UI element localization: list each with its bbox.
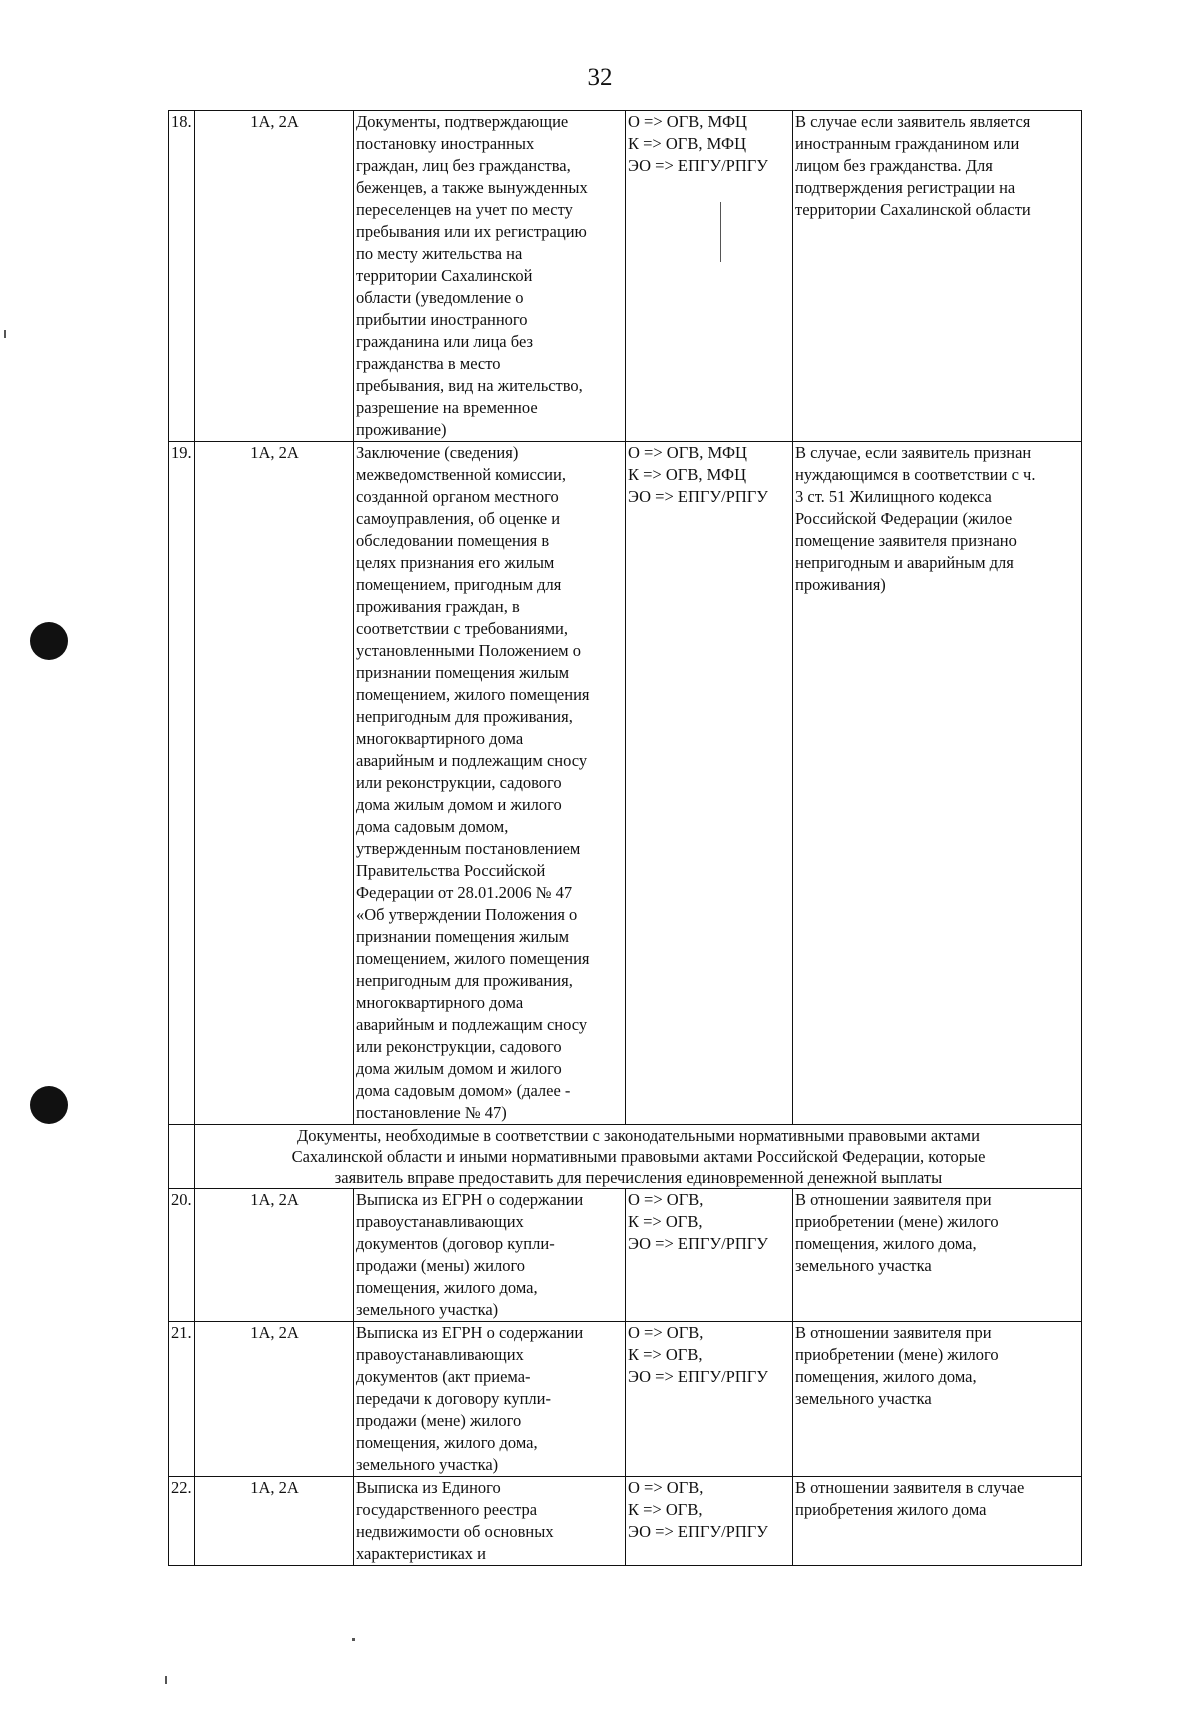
- document-line: Заключение (сведения): [356, 443, 519, 462]
- submission-route: [626, 1189, 793, 1322]
- table-row: [169, 1322, 1082, 1477]
- note-line: территории Сахалинской области: [795, 200, 1031, 219]
- document-line: граждан, лиц без гражданства,: [356, 156, 571, 175]
- document-line: пребывания или их регистрацию: [356, 222, 587, 241]
- document-description: [354, 442, 626, 1125]
- document-line: соответствии с требованиями,: [356, 619, 568, 638]
- table-row: [169, 442, 1082, 1125]
- document-line: документов (договор купли-: [356, 1234, 555, 1253]
- document-line: самоуправления, об оценке и: [356, 509, 561, 528]
- document-line: гражданства в место: [356, 354, 501, 373]
- document-line: целях признания его жилым: [356, 553, 555, 572]
- route-line: ЭО => ЕПГУ/РПГУ: [628, 487, 768, 506]
- note-line: непригодным и аварийным для: [795, 553, 1014, 572]
- route-line: ЭО => ЕПГУ/РПГУ: [628, 1367, 768, 1386]
- row-number: 22.: [169, 1477, 195, 1566]
- scan-speck: [352, 1638, 355, 1641]
- note-line: земельного участка: [795, 1256, 932, 1275]
- document-line: недвижимости об основных: [356, 1522, 554, 1541]
- note-line: подтверждения регистрации на: [795, 178, 1016, 197]
- document-line: Правительства Российской: [356, 861, 546, 880]
- note: [793, 1477, 1082, 1566]
- document-line: земельного участка): [356, 1300, 499, 1319]
- route-line: О => ОГВ,: [628, 1190, 704, 1209]
- note: [793, 442, 1082, 1125]
- applicant-category: 1А, 2А: [195, 1477, 354, 1566]
- document-description: [354, 111, 626, 442]
- note-line: В случае если заявитель является: [795, 112, 1031, 131]
- note-line: В случае, если заявитель признан: [795, 443, 1032, 462]
- document-line: постановление № 47): [356, 1103, 507, 1122]
- document-line: области (уведомление о: [356, 288, 524, 307]
- document-description: [354, 1189, 626, 1322]
- binder-hole: [30, 1086, 68, 1124]
- document-line: Выписка из ЕГРН о содержании: [356, 1323, 584, 1342]
- route-line: ЭО => ЕПГУ/РПГУ: [628, 1522, 768, 1541]
- document-line: продажи (мене) жилого: [356, 1411, 522, 1430]
- note-line: иностранным гражданином или: [795, 134, 1020, 153]
- document-line: многоквартирного дома: [356, 729, 524, 748]
- note-line: В отношении заявителя при: [795, 1323, 992, 1342]
- document-line: признании помещения жилым: [356, 663, 570, 682]
- document-line: пребывания, вид на жительство,: [356, 376, 583, 395]
- document-line: помещением, пригодным для: [356, 575, 562, 594]
- row-number: 21.: [169, 1322, 195, 1477]
- row-number: 19.: [169, 442, 195, 1125]
- document-line: Выписка из Единого: [356, 1478, 501, 1497]
- applicant-category: 1А, 2А: [195, 442, 354, 1125]
- document-line: проживания граждан, в: [356, 597, 520, 616]
- route-line: К => ОГВ,: [628, 1500, 703, 1519]
- note-line: В отношении заявителя в случае: [795, 1478, 1025, 1497]
- document-line: Федерации от 28.01.2006 № 47: [356, 883, 573, 902]
- document-line: беженцев, а также вынужденных: [356, 178, 588, 197]
- document-line: по месту жительства на: [356, 244, 523, 263]
- document-line: прибытии иностранного: [356, 310, 528, 329]
- note-line: приобретения жилого дома: [795, 1500, 987, 1519]
- document-line: помещением, жилого помещения: [356, 949, 590, 968]
- route-line: К => ОГВ,: [628, 1345, 703, 1364]
- document-line: дома жилым домом и жилого: [356, 1059, 562, 1078]
- applicant-category: 1А, 2А: [195, 111, 354, 442]
- document-line: непригодным для проживания,: [356, 971, 573, 990]
- document-line: земельного участка): [356, 1455, 499, 1474]
- note-line: помещения, жилого дома,: [795, 1234, 977, 1253]
- scan-speck: [165, 1676, 167, 1684]
- document-line: Выписка из ЕГРН о содержании: [356, 1190, 584, 1209]
- document-line: дома садовым домом» (далее -: [356, 1081, 571, 1100]
- document-description: [354, 1477, 626, 1566]
- document-line: помещения, жилого дома,: [356, 1433, 538, 1452]
- document-line: или реконструкции, садового: [356, 773, 562, 792]
- note-line: проживания): [795, 575, 886, 594]
- table-body-bottom: [169, 1189, 1082, 1566]
- document-line: признании помещения жилым: [356, 927, 570, 946]
- document-description: [354, 1322, 626, 1477]
- route-line: О => ОГВ, МФЦ: [628, 112, 747, 131]
- document-line: правоустанавливающих: [356, 1212, 524, 1231]
- note-line: лицом без гражданства. Для: [795, 156, 993, 175]
- note-line: В отношении заявителя при: [795, 1190, 992, 1209]
- note-line: приобретении (мене) жилого: [795, 1345, 999, 1364]
- applicant-category: 1А, 2А: [195, 1322, 354, 1477]
- document-line: документов (акт приема-: [356, 1367, 531, 1386]
- submission-route: [626, 1322, 793, 1477]
- note-line: 3 ст. 51 Жилищного кодекса: [795, 487, 992, 506]
- document-line: Документы, подтверждающие: [356, 112, 569, 131]
- table-body-top: [169, 111, 1082, 1125]
- row-number: 18.: [169, 111, 195, 442]
- document-line: помещения, жилого дома,: [356, 1278, 538, 1297]
- document-line: проживание): [356, 420, 447, 439]
- note-line: приобретении (мене) жилого: [795, 1212, 999, 1231]
- note-line: земельного участка: [795, 1389, 932, 1408]
- route-line: ЭО => ЕПГУ/РПГУ: [628, 156, 768, 175]
- document-line: «Об утверждении Положения о: [356, 905, 578, 924]
- table-row: [169, 111, 1082, 442]
- route-line: К => ОГВ, МФЦ: [628, 465, 746, 484]
- document-line: аварийным и подлежащим сносу: [356, 751, 588, 770]
- table-row: [169, 1189, 1082, 1322]
- binder-hole: [30, 622, 68, 660]
- section-heading: [195, 1125, 1082, 1189]
- section-heading-row: [169, 1125, 1082, 1189]
- note-line: нуждающимся в соответствии с ч.: [795, 465, 1036, 484]
- submission-route: [626, 111, 793, 442]
- route-line: О => ОГВ,: [628, 1323, 704, 1342]
- note-line: помещения, жилого дома,: [795, 1367, 977, 1386]
- route-line: ЭО => ЕПГУ/РПГУ: [628, 1234, 768, 1253]
- document-line: продажи (мены) жилого: [356, 1256, 526, 1275]
- note-line: Российской Федерации (жилое: [795, 509, 1013, 528]
- route-line: О => ОГВ, МФЦ: [628, 443, 747, 462]
- document-line: межведомственной комиссии,: [356, 465, 566, 484]
- scan-speck: [4, 330, 6, 338]
- document-line: аварийным и подлежащим сносу: [356, 1015, 588, 1034]
- scan-speck: [720, 202, 721, 262]
- route-line: К => ОГВ,: [628, 1212, 703, 1231]
- document-line: постановку иностранных: [356, 134, 535, 153]
- note: [793, 111, 1082, 442]
- section-heading-line: Документы, необходимые в соответствии с законодательными нормативными правовыми актами: [297, 1126, 980, 1145]
- document-line: непригодным для проживания,: [356, 707, 573, 726]
- submission-route: [626, 442, 793, 1125]
- document-line: дома садовым домом,: [356, 817, 509, 836]
- document-line: передачи к договору купли-: [356, 1389, 551, 1408]
- document-line: переселенцев на учет по месту: [356, 200, 573, 219]
- document-line: многоквартирного дома: [356, 993, 524, 1012]
- document-line: правоустанавливающих: [356, 1345, 524, 1364]
- document-line: гражданина или лица без: [356, 332, 533, 351]
- note: [793, 1322, 1082, 1477]
- note-line: помещение заявителя признано: [795, 531, 1017, 550]
- route-line: О => ОГВ,: [628, 1478, 704, 1497]
- section-heading-line: Сахалинской области и иными нормативными правовыми актами Российской Федерации, которые: [291, 1147, 986, 1166]
- note: [793, 1189, 1082, 1322]
- document-line: территории Сахалинской: [356, 266, 533, 285]
- route-line: К => ОГВ, МФЦ: [628, 134, 746, 153]
- document-line: разрешение на временное: [356, 398, 538, 417]
- section-heading-body: [169, 1125, 1082, 1189]
- document-line: или реконструкции, садового: [356, 1037, 562, 1056]
- document-line: обследовании помещения в: [356, 531, 550, 550]
- documents-table: [168, 110, 1082, 1566]
- document-line: помещением, жилого помещения: [356, 685, 590, 704]
- document-line: характеристиках и: [356, 1544, 487, 1563]
- document-line: созданной органом местного: [356, 487, 559, 506]
- document-line: дома жилым домом и жилого: [356, 795, 562, 814]
- document-line: государственного реестра: [356, 1500, 538, 1519]
- submission-route: [626, 1477, 793, 1566]
- page-number: 32: [587, 64, 613, 91]
- table-row: [169, 1477, 1082, 1566]
- document-line: утвержденным постановлением: [356, 839, 581, 858]
- row-number: 20.: [169, 1189, 195, 1322]
- applicant-category: 1А, 2А: [195, 1189, 354, 1322]
- section-heading-spacer: [169, 1125, 195, 1189]
- section-heading-line: заявитель вправе предоставить для перечисления единовременной денежной выплаты: [334, 1168, 943, 1187]
- document-line: установленными Положением о: [356, 641, 581, 660]
